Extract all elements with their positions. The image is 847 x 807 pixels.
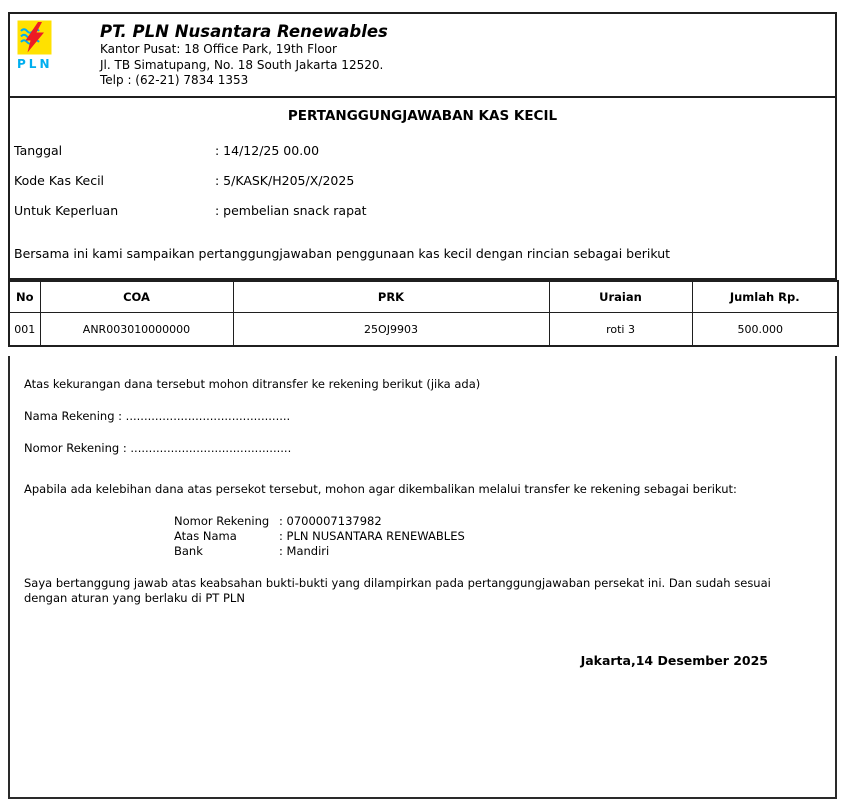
bank-details <box>174 514 821 559</box>
col-header-prk: PRK <box>233 281 549 313</box>
nama-rekening-line: Nama Rekening : ............................................. <box>24 409 291 423</box>
field-tanggal-label: Tanggal <box>14 143 63 158</box>
nomor-rekening-line: Nomor Rekening : ............................................ <box>24 441 292 455</box>
field-keperluan-value: : pembelian snack rapat <box>215 203 367 218</box>
statements-section <box>8 356 837 799</box>
bank-detail-nomor-rekening <box>174 514 821 529</box>
document-title: PERTANGGUNGJAWABAN KAS KECIL <box>287 108 558 124</box>
col-header-no: No <box>9 281 40 313</box>
col-header-jumlah: Jumlah Rp. <box>692 281 838 313</box>
shortage-note: Atas kekurangan dana tersebut mohon ditransfer ke rekening berikut (jika ada) <box>24 377 481 391</box>
cell-uraian: roti 3 <box>549 313 692 347</box>
bank-nomor-value: : 0700007137982 <box>279 514 382 528</box>
field-untuk-keperluan <box>14 203 835 219</box>
surplus-note: Apabila ada kelebihan dana atas persekot tersebut, mohon agar dikembalikan melalui transfer ke rekening sebagai berikut: <box>24 482 737 496</box>
field-tanggal-value: : 14/12/25 00.00 <box>215 143 320 158</box>
bank-nama-label: Atas Nama <box>174 529 237 543</box>
signature-date: Jakarta,14 Desember 2025 <box>580 653 768 668</box>
bank-bank-label: Bank <box>174 544 203 558</box>
field-kode-kas-kecil <box>14 173 835 189</box>
pln-logo-icon <box>16 20 53 56</box>
bank-nama-value: : PLN NUSANTARA RENEWABLES <box>279 529 465 543</box>
company-name: PT. PLN Nusantara Renewables <box>100 22 388 41</box>
pln-logo <box>15 20 82 71</box>
field-kode-label: Kode Kas Kecil <box>14 173 105 188</box>
table-row <box>9 313 838 347</box>
company-phone: Telp : (62-21) 7834 1353 <box>100 73 249 87</box>
cell-prk: 25OJ9903 <box>233 313 549 347</box>
bank-nomor-label: Nomor Rekening <box>174 514 270 528</box>
expense-table <box>8 280 839 347</box>
pln-logo-label: PLN <box>17 57 53 71</box>
col-header-coa: COA <box>40 281 233 313</box>
company-header <box>8 12 837 98</box>
cell-no: 001 <box>9 313 40 347</box>
cell-jumlah: 500.000 <box>692 313 838 347</box>
field-kode-value: : 5/KASK/H205/X/2025 <box>215 173 355 188</box>
intro-statement: Bersama ini kami sampaikan pertanggungjawaban penggunaan kas kecil dengan rincian sebagai berikut <box>14 246 671 261</box>
bank-bank-value: : Mandiri <box>279 544 330 558</box>
field-tanggal <box>14 143 835 159</box>
bank-detail-bank <box>174 544 821 559</box>
meta-fields <box>10 143 835 219</box>
col-header-uraian: Uraian <box>549 281 692 313</box>
section-spacer <box>8 347 837 356</box>
company-address-line1: Kantor Pusat: 18 Office Park, 19th Floor <box>100 42 337 56</box>
petty-cash-report <box>8 12 837 799</box>
bank-detail-atas-nama <box>174 529 821 544</box>
company-address-line2: Jl. TB Simatupang, No. 18 South Jakarta 12520. <box>100 57 384 72</box>
document-meta-section <box>8 98 837 280</box>
cell-coa: ANR003010000000 <box>40 313 233 347</box>
field-keperluan-label: Untuk Keperluan <box>14 203 119 218</box>
expense-table-header-row <box>9 281 838 313</box>
company-info <box>100 20 388 89</box>
declaration-statement: Saya bertanggung jawab atas keabsahan bukti-bukti yang dilampirkan pada pertanggungjawaban persekat ini. Dan sudah sesuai dengan aturan yang berlaku di PT PLN <box>24 576 771 605</box>
